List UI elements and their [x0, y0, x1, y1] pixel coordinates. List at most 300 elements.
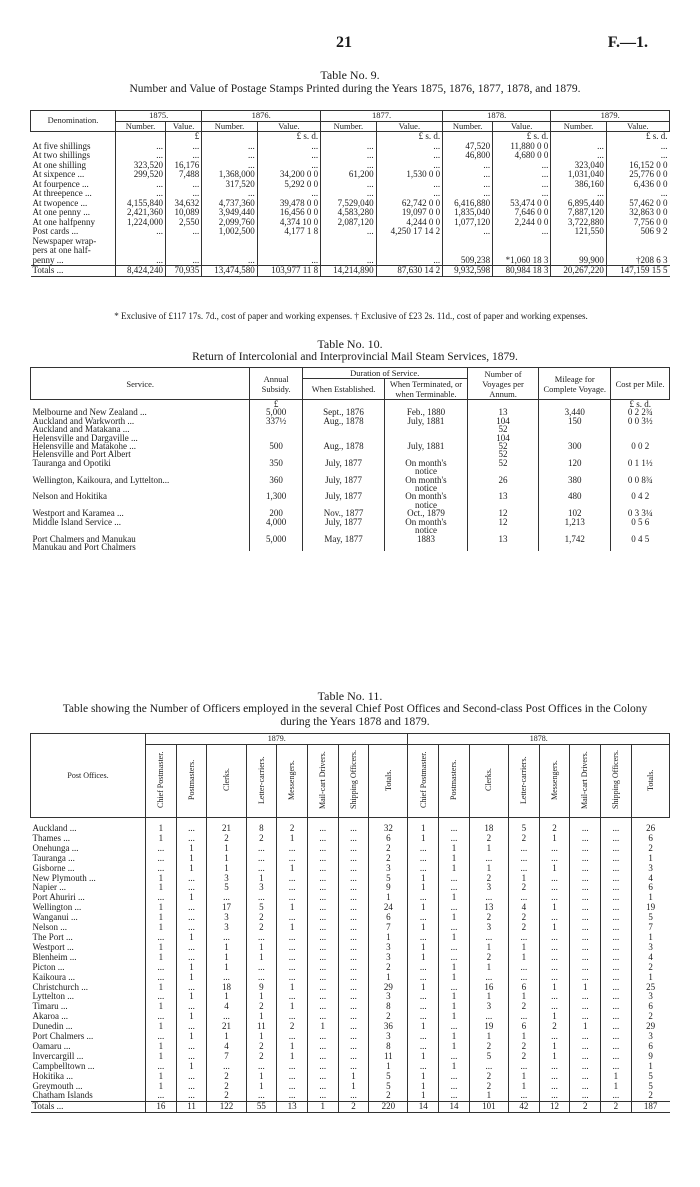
table-cell: 104: [467, 417, 539, 425]
table-cell: ...: [601, 824, 632, 834]
table-cell: ...: [539, 913, 570, 923]
table-cell: 2: [369, 1091, 408, 1101]
table9-sub-value: Value.: [166, 121, 202, 132]
post-office-label: Wanganui ...: [32, 912, 78, 923]
table-cell: ...: [439, 834, 470, 844]
table-cell: 2: [508, 834, 539, 844]
table-cell: 1: [408, 983, 439, 993]
table-cell: 5,000: [250, 408, 302, 416]
table-cell: 1: [277, 923, 308, 933]
table-cell: 8: [369, 1042, 408, 1052]
table-cell: ...: [166, 151, 202, 161]
table9-header-denomination: Denomination.: [31, 111, 116, 132]
table-cell: 2: [508, 923, 539, 933]
row-label: pers at one half-: [32, 245, 91, 255]
table-cell: ...: [307, 963, 338, 973]
table-cell: ...: [508, 854, 539, 864]
table-cell: 0 2 2¾: [611, 408, 670, 416]
table-cell: ...: [307, 1052, 338, 1062]
row-label: penny ...: [32, 254, 64, 265]
table-cell: 19: [631, 903, 669, 913]
table-cell: ...: [338, 913, 369, 923]
table11-caption: Table showing the Number of Officers employed in the several Chief Post Offices and Second-class Post Offices in the Colony during the Years 1878 and 1879.: [62, 703, 648, 728]
table-cell: 1: [508, 943, 539, 953]
table-cell: ...: [469, 893, 508, 903]
table-cell: 2: [246, 1042, 277, 1052]
table-cell: ...: [601, 963, 632, 973]
table-cell: 62,742 0 0: [376, 199, 442, 209]
table-cell: ...: [408, 864, 439, 874]
table-cell: 1: [631, 933, 669, 943]
table-cell: 1: [408, 1052, 439, 1062]
table-cell: 6,895,440: [551, 199, 607, 209]
table10-header-voyages: Number of Voyages per Annum.: [467, 368, 539, 400]
table-cell: 1: [469, 1091, 508, 1101]
table-cell: ...: [176, 923, 207, 933]
post-office-label: Nelson ...: [32, 922, 67, 933]
table-cell: 2: [469, 953, 508, 963]
table-cell: 6,436 0 0: [606, 180, 669, 190]
totals-cell: 11: [176, 1102, 207, 1113]
table-cell: [250, 543, 302, 551]
table-cell: ...: [321, 142, 377, 152]
table-cell: ...: [601, 854, 632, 864]
page-header: [0, 34, 700, 54]
table-cell: ...: [408, 854, 439, 864]
table-cell: ...: [202, 142, 258, 152]
table-cell: ...: [307, 883, 338, 893]
table-cell: ...: [508, 1091, 539, 1101]
totals-cell: 70,935: [166, 266, 202, 277]
table-cell: 1: [469, 943, 508, 953]
table-cell: ...: [277, 1082, 308, 1092]
table-cell: 1,224,000: [116, 218, 166, 228]
service-label: Helensville and Dargaville ...: [32, 432, 138, 443]
table-cell: ...: [176, 903, 207, 913]
table-cell: ...: [570, 953, 601, 963]
table-cell: ...: [207, 893, 246, 903]
table-cell: [166, 237, 202, 247]
table-cell: 13: [467, 408, 539, 416]
table-cell: ...: [338, 1052, 369, 1062]
table-cell: ...: [146, 1062, 177, 1072]
table-cell: ...: [601, 1002, 632, 1012]
table-cell: ...: [601, 1042, 632, 1052]
table-cell: ...: [338, 1091, 369, 1101]
table-cell: 12: [467, 518, 539, 526]
table-cell: ...: [570, 1091, 601, 1101]
totals-cell: 13,474,580: [202, 266, 258, 277]
table-cell: 1,742: [539, 535, 611, 543]
post-office-label: Greymouth ...: [32, 1080, 83, 1091]
table-cell: ...: [202, 161, 258, 171]
table-cell: ...: [570, 1042, 601, 1052]
totals-cell: 16: [146, 1102, 177, 1113]
table-cell: 1: [439, 1002, 470, 1012]
table-cell: ...: [176, 1002, 207, 1012]
table-cell: ...: [570, 1002, 601, 1012]
table-cell: 3: [369, 864, 408, 874]
table-cell: ...: [176, 1052, 207, 1062]
table-cell: ...: [601, 923, 632, 933]
table-cell: 1,300: [250, 492, 302, 500]
post-office-label: The Port ...: [32, 931, 73, 942]
table-cell: ...: [338, 1062, 369, 1072]
table-cell: 1: [369, 933, 408, 943]
table-cell: 2: [631, 1012, 669, 1022]
table-cell: ...: [439, 903, 470, 913]
table-cell: [443, 237, 493, 247]
table-cell: ...: [146, 1091, 177, 1101]
table-cell: 2: [369, 844, 408, 854]
column-header-label: Letter-carriers.: [519, 755, 529, 804]
table-cell: ...: [176, 1072, 207, 1082]
table-cell: 1: [508, 953, 539, 963]
table-cell: ...: [469, 973, 508, 983]
table-cell: July, 1881: [385, 417, 467, 425]
table-cell: 1: [146, 824, 177, 834]
table-cell: ...: [307, 1072, 338, 1082]
table9-unit-cell: £: [166, 132, 202, 142]
row-label: Newspaper wrap-: [32, 235, 97, 246]
post-office-label: Chatham Islands: [32, 1090, 93, 1101]
table-cell: 2: [369, 963, 408, 973]
table9-sub-number: Number.: [116, 121, 166, 132]
table-cell: 1: [439, 1062, 470, 1072]
post-office-label: Campbelltown ...: [32, 1060, 95, 1071]
table-cell: 1: [469, 1032, 508, 1042]
table-cell: 1: [631, 854, 669, 864]
table-cell: 11,880 0 0: [493, 142, 551, 152]
table-row: [31, 973, 670, 983]
table-cell: [385, 425, 467, 433]
table-cell: ...: [601, 893, 632, 903]
table-cell: 480: [539, 492, 611, 500]
table-cell: Sept., 1876: [302, 408, 384, 416]
table-cell: ...: [408, 973, 439, 983]
table-cell: ...: [176, 953, 207, 963]
table-cell: ...: [307, 1012, 338, 1022]
table-cell: ...: [116, 151, 166, 161]
table-cell: Feb., 1880: [385, 408, 467, 416]
totals-cell: 103,977 11 8: [257, 266, 320, 277]
table-cell: ...: [508, 963, 539, 973]
table9-unit-cell: £ s. d.: [493, 132, 551, 142]
table9-unit-cell: £ s. d.: [376, 132, 442, 142]
table-cell: ...: [146, 963, 177, 973]
table11-totals-row: [31, 1102, 670, 1113]
table-cell: ...: [508, 973, 539, 983]
table-cell: ...: [176, 913, 207, 923]
table-cell: 2: [508, 1002, 539, 1012]
column-header-label: Chief Postmaster.: [418, 751, 428, 808]
table10: [30, 367, 670, 551]
table-cell: 2: [631, 844, 669, 854]
table-cell: 300: [539, 442, 611, 450]
table9-caption: Number and Value of Postage Stamps Printed during the Years 1875, 1876, 1877, 1878, and 1879.: [129, 83, 581, 95]
service-label: Manukau and Port Chalmers: [32, 541, 136, 552]
table-cell: ...: [443, 180, 493, 190]
table9-sub-value: Value.: [376, 121, 442, 132]
table9-sub-value: Value.: [257, 121, 320, 132]
table-cell: 1: [539, 1042, 570, 1052]
table-cell: ...: [551, 189, 607, 199]
table-cell: ...: [307, 893, 338, 903]
table-cell: 1: [146, 834, 177, 844]
table-cell: 25,776 0 0: [606, 170, 669, 180]
table-cell: On month's: [385, 459, 467, 467]
table-cell: 3: [631, 943, 669, 953]
table-cell: 52: [467, 425, 539, 433]
table-cell: ...: [338, 1012, 369, 1022]
table-cell: ...: [277, 874, 308, 884]
table-cell: 2: [508, 883, 539, 893]
row-label: At sixpence ...: [32, 169, 85, 179]
table-cell: 5: [631, 1072, 669, 1082]
table-cell: 4,177 1 8: [257, 227, 320, 237]
table-cell: 2: [207, 834, 246, 844]
table-cell: 3,949,440: [202, 208, 258, 218]
table11-column-header: [439, 744, 470, 818]
table-cell: ...: [408, 1012, 439, 1022]
table-cell: ...: [146, 864, 177, 874]
service-label: Port Chalmers and Manukau: [32, 533, 136, 544]
table-cell: 3: [207, 923, 246, 933]
table-cell: ...: [246, 864, 277, 874]
table-cell: ...: [146, 973, 177, 983]
table-cell: ...: [207, 1062, 246, 1072]
table-cell: ...: [257, 142, 320, 152]
column-header-label: Postmasters.: [449, 759, 459, 800]
table-cell: ...: [469, 854, 508, 864]
table-cell: 1: [539, 983, 570, 993]
table-cell: ...: [146, 1032, 177, 1042]
table-cell: ...: [493, 161, 551, 171]
totals-cell: 2: [338, 1102, 369, 1113]
table-cell: 34,200 0 0: [257, 170, 320, 180]
table-cell: 2: [469, 874, 508, 884]
table-cell: 3: [369, 953, 408, 963]
table-cell: 1: [408, 824, 439, 834]
table-cell: Aug., 1878: [302, 442, 384, 450]
post-office-label: Napier ...: [32, 882, 66, 893]
table-cell: ...: [570, 1052, 601, 1062]
table-cell: ...: [277, 943, 308, 953]
table-cell: 1: [146, 903, 177, 913]
table-cell: ...: [338, 973, 369, 983]
table-cell: ...: [146, 933, 177, 943]
table-cell: 1: [207, 963, 246, 973]
table9-sub-number: Number.: [321, 121, 377, 132]
table11-column-header: [307, 744, 338, 818]
table10-unit-cell: £: [250, 400, 302, 409]
table-cell: 2: [469, 834, 508, 844]
table-cell: 1: [439, 933, 470, 943]
post-office-label: Picton ...: [32, 961, 65, 972]
table-cell: ...: [376, 189, 442, 199]
table-cell: 3: [207, 874, 246, 884]
table-cell: ...: [257, 161, 320, 171]
table9-unit-cell: £ s. d.: [257, 132, 320, 142]
table-cell: 2: [469, 1042, 508, 1052]
table-cell: ...: [338, 834, 369, 844]
table-cell: 1: [307, 1022, 338, 1032]
table-cell: 36: [369, 1022, 408, 1032]
table-cell: ...: [601, 933, 632, 943]
table-cell: ...: [307, 824, 338, 834]
table-cell: On month's: [385, 492, 467, 500]
table-cell: Aug., 1878: [302, 417, 384, 425]
totals-cell: 14,214,890: [321, 266, 377, 277]
table-cell: 11: [246, 1022, 277, 1032]
table-cell: notice: [385, 467, 467, 475]
table-cell: ...: [570, 874, 601, 884]
table-cell: 13: [469, 903, 508, 913]
table-cell: ...: [601, 883, 632, 893]
table-cell: ...: [443, 161, 493, 171]
row-label: At one shilling: [32, 159, 86, 170]
table-cell: ...: [277, 933, 308, 943]
table-row: [31, 180, 670, 190]
table-cell: [551, 237, 607, 247]
table-cell: ...: [408, 1062, 439, 1072]
post-office-label: Blenheim ...: [32, 951, 77, 962]
column-header-label: Totals.: [645, 768, 655, 791]
table-cell: ...: [469, 1062, 508, 1072]
table-cell: ...: [570, 1072, 601, 1082]
table-cell: ...: [376, 180, 442, 190]
table-cell: ...: [207, 1012, 246, 1022]
table-cell: 25: [631, 983, 669, 993]
table11-column-header: [539, 744, 570, 818]
table-cell: ...: [277, 963, 308, 973]
table-cell: 1: [176, 973, 207, 983]
post-office-label: Wellington ...: [32, 902, 82, 913]
table-cell: ...: [493, 227, 551, 237]
table10-header-cost: Cost per Mile.: [611, 368, 670, 400]
table-cell: ...: [166, 189, 202, 199]
table-cell: 1: [176, 1062, 207, 1072]
table11-column-header: [601, 744, 632, 818]
table-cell: 1: [207, 943, 246, 953]
table-cell: 1: [439, 1012, 470, 1022]
table-cell: 16: [469, 983, 508, 993]
table-cell: 1: [408, 883, 439, 893]
totals-cell: 13: [277, 1102, 308, 1113]
column-header-label: Shipping Officers.: [348, 750, 358, 809]
table-cell: 11: [369, 1052, 408, 1062]
table-cell: 10,089: [166, 208, 202, 218]
table-cell: 2: [508, 913, 539, 923]
table-cell: 1: [146, 1042, 177, 1052]
table-cell: ...: [376, 161, 442, 171]
table9-sub-value: Value.: [606, 121, 669, 132]
table9: [30, 110, 670, 277]
table-cell: ...: [539, 953, 570, 963]
table-cell: ...: [176, 834, 207, 844]
page-number: 21: [336, 34, 352, 51]
table-cell: Oct., 1879: [385, 509, 467, 517]
table-cell: ...: [338, 963, 369, 973]
table-cell: 2: [246, 834, 277, 844]
service-label: Auckland and Warkworth ...: [32, 415, 135, 426]
post-office-label: Christchurch ...: [32, 981, 88, 992]
table-cell: 4,583,280: [321, 208, 377, 218]
totals-cell: 12: [539, 1102, 570, 1113]
table-cell: ...: [601, 874, 632, 884]
table-cell: 32: [369, 824, 408, 834]
table-cell: ...: [246, 973, 277, 983]
table-cell: ...: [408, 933, 439, 943]
table-cell: 1: [246, 1012, 277, 1022]
table-cell: 9: [631, 1052, 669, 1062]
table-cell: ...: [116, 180, 166, 190]
table-cell: ...: [277, 953, 308, 963]
table-cell: 2: [369, 854, 408, 864]
table-cell: ...: [166, 142, 202, 152]
table-cell: 9: [369, 883, 408, 893]
table9-header-year: 1875.: [116, 111, 202, 122]
table-cell: ...: [307, 854, 338, 864]
table-row: [31, 246, 670, 256]
table-cell: ...: [570, 1032, 601, 1042]
table-cell: 337½: [250, 417, 302, 425]
table-cell: 0 3 3¼: [611, 509, 670, 517]
table-cell: 0 4 2: [611, 492, 670, 500]
table-cell: 1: [207, 854, 246, 864]
table-cell: ...: [307, 834, 338, 844]
table-cell: 5: [246, 903, 277, 913]
table-cell: 1,031,040: [551, 170, 607, 180]
table-cell: 5,000: [250, 535, 302, 543]
table-cell: ...: [202, 189, 258, 199]
table-cell: ...: [570, 1062, 601, 1072]
table-cell: 2: [277, 824, 308, 834]
table-cell: 1: [439, 973, 470, 983]
table-cell: ...: [439, 943, 470, 953]
table-cell: [302, 543, 384, 551]
table-cell: 1: [508, 874, 539, 884]
table-cell: ...: [338, 1002, 369, 1012]
table-cell: 1: [439, 844, 470, 854]
table-cell: 2: [508, 1042, 539, 1052]
table-cell: 5: [631, 913, 669, 923]
table-cell: 6: [369, 913, 408, 923]
table-cell: ...: [307, 913, 338, 923]
table10-header-mileage: Mileage for Complete Voyage.: [539, 368, 611, 400]
table-cell: ...: [307, 1002, 338, 1012]
table-cell: ...: [601, 903, 632, 913]
table-cell: [302, 425, 384, 433]
column-header-label: Shipping Officers.: [611, 750, 621, 809]
table-cell: 3: [469, 883, 508, 893]
table-cell: 2: [207, 1072, 246, 1082]
table-cell: ...: [439, 883, 470, 893]
table-cell: 34,632: [166, 199, 202, 209]
table-cell: 1: [601, 1072, 632, 1082]
table-cell: [611, 543, 670, 551]
table-cell: ...: [176, 1082, 207, 1092]
column-header-label: Mail-cart Drivers.: [580, 750, 590, 809]
table-cell: 2,550: [166, 218, 202, 228]
column-header-label: Totals.: [383, 768, 393, 791]
table9-footnote: * Exclusive of £117 17s. 7d., cost of paper and working expenses. † Exclusive of £23 2s. 11d., cost of paper and working expenses.: [114, 311, 588, 321]
table-cell: ...: [338, 824, 369, 834]
table-cell: 1: [601, 1082, 632, 1092]
table-cell: ...: [307, 973, 338, 983]
post-office-label: Hokitika ...: [32, 1070, 73, 1081]
table-cell: 1: [408, 1022, 439, 1032]
